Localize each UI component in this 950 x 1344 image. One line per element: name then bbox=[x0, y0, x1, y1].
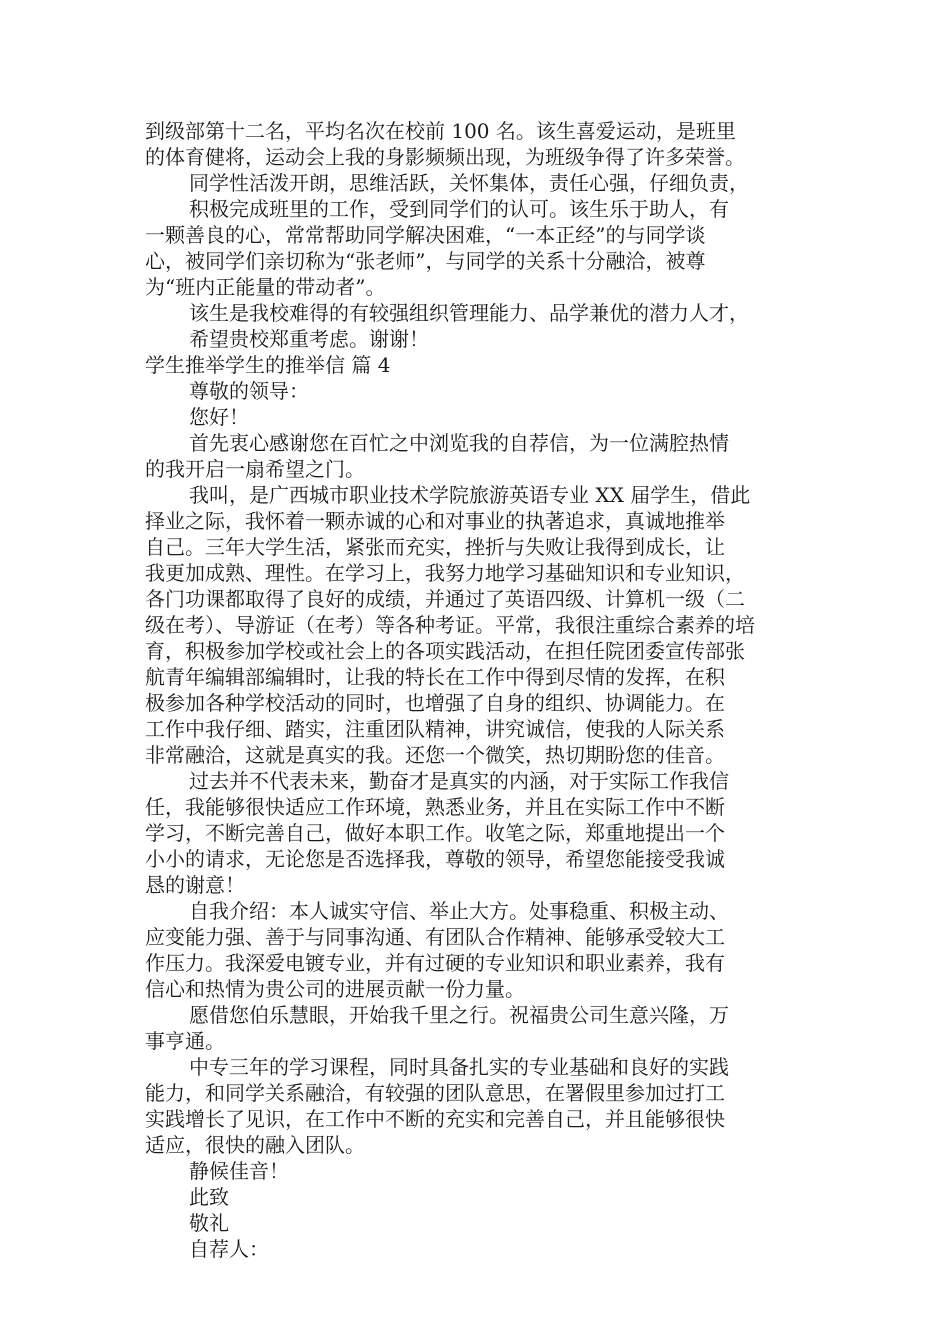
text-line: 希望贵校郑重考虑。谢谢！ bbox=[189, 327, 429, 351]
text-line: 尊敬的领导： bbox=[189, 379, 309, 403]
text-line: 极参加各种学校活动的同时，也增强了自身的组织、协调能力。在 bbox=[145, 691, 725, 715]
text-line: 首先衷心感谢您在百忙之中浏览我的自荐信，为一位满腔热情 bbox=[189, 431, 729, 455]
text-line: 为“班内正能量的带动者”。 bbox=[145, 275, 386, 299]
text-line: 此致 bbox=[189, 1185, 229, 1209]
text-line: 事亨通。 bbox=[145, 1029, 225, 1053]
text-line: 过去并不代表未来，勤奋才是真实的内涵，对于实际工作我信 bbox=[189, 769, 729, 793]
text-line: 敬礼 bbox=[189, 1211, 229, 1235]
text-line: 小小的请求，无论您是否选择我，尊敬的领导，希望您能接受我诚 bbox=[145, 847, 725, 871]
text-line: 择业之际，我怀着一颗赤诚的心和对事业的执著追求，真诚地推举 bbox=[145, 509, 725, 533]
text-line: 育，积极参加学校或社会上的各项实践活动，在担任院团委宣传部张 bbox=[145, 639, 745, 663]
text-line: 工作中我仔细、踏实，注重团队精神，讲究诚信，使我的人际关系 bbox=[145, 717, 725, 741]
text-line: 级在考）、导游证（在考）等各种考证。平常，我很注重综合素养的培 bbox=[145, 613, 755, 637]
text-line: 我更加成熟、理性。在学习上，我努力地学习基础知识和专业知识， bbox=[145, 561, 745, 585]
text-line: 中专三年的学习课程，同时具备扎实的专业基础和良好的实践 bbox=[189, 1055, 729, 1079]
text-line: 自己。三年大学生活，紧张而充实，挫折与失败让我得到成长，让 bbox=[145, 535, 725, 559]
text-line: 任，我能够很快适应工作环境，熟悉业务，并且在实际工作中不断 bbox=[145, 795, 725, 819]
text-line: 您好！ bbox=[189, 405, 249, 429]
text-line: 学生推举学生的推举信 篇 4 bbox=[145, 353, 391, 377]
text-line: 学习，不断完善自己，做好本职工作。收笔之际，郑重地提出一个 bbox=[145, 821, 725, 845]
text-line: 非常融洽，这就是真实的我。还您一个微笑，热切期盼您的佳音。 bbox=[145, 743, 725, 767]
text-line: 积极完成班里的工作，受到同学们的认可。该生乐于助人，有 bbox=[189, 197, 729, 221]
document-page bbox=[145, 118, 827, 1262]
text-line: 自荐人： bbox=[189, 1237, 269, 1261]
text-line: 应变能力强、善于与同事沟通、有团队合作精神、能够承受较大工 bbox=[145, 925, 725, 949]
text-line: 适应，很快的融入团队。 bbox=[145, 1133, 365, 1157]
text-line: 作压力。我深爱电镀专业，并有过硬的专业知识和职业素养，我有 bbox=[145, 951, 725, 975]
text-line: 愿借您伯乐慧眼，开始我千里之行。祝福贵公司生意兴隆，万 bbox=[189, 1003, 729, 1027]
text-line: 能力，和同学关系融洽，有较强的团队意思，在署假里参加过打工 bbox=[145, 1081, 725, 1105]
text-line: 我叫，是广西城市职业技术学院旅游英语专业 XX 届学生，借此 bbox=[189, 483, 751, 507]
text-line: 一颗善良的心，常常帮助同学解决困难，“一本正经”的与同学谈 bbox=[145, 223, 706, 247]
text-line: 自我介绍：本人诚实守信、举止大方。处事稳重、积极主动、 bbox=[189, 899, 729, 923]
text-line: 各门功课都取得了良好的成绩，并通过了英语四级、计算机一级（二 bbox=[145, 587, 745, 611]
text-line: 该生是我校难得的有较强组织管理能力、品学兼优的潜力人才， bbox=[189, 301, 749, 325]
text-line: 信心和热情为贵公司的进展贡献一份力量。 bbox=[145, 977, 525, 1001]
text-line: 恳的谢意！ bbox=[145, 873, 245, 897]
text-line: 心，被同学们亲切称为“张老师”，与同学的关系十分融洽，被尊 bbox=[145, 249, 706, 273]
text-line: 静候佳音！ bbox=[189, 1159, 289, 1183]
text-line: 同学性活泼开朗，思维活跃，关怀集体，责任心强，仔细负责， bbox=[189, 171, 749, 195]
text-line: 航青年编辑部编辑时，让我的特长在工作中得到尽情的发挥，在积 bbox=[145, 665, 725, 689]
text-line: 的我开启一扇希望之门。 bbox=[145, 457, 365, 481]
text-line: 实践增长了见识，在工作中不断的充实和完善自己，并且能够很快 bbox=[145, 1107, 725, 1131]
text-line: 到级部第十二名，平均名次在校前 100 名。该生喜爱运动，是班里 bbox=[145, 119, 736, 143]
text-line: 的体育健将，运动会上我的身影频频出现，为班级争得了许多荣誉。 bbox=[145, 145, 745, 169]
